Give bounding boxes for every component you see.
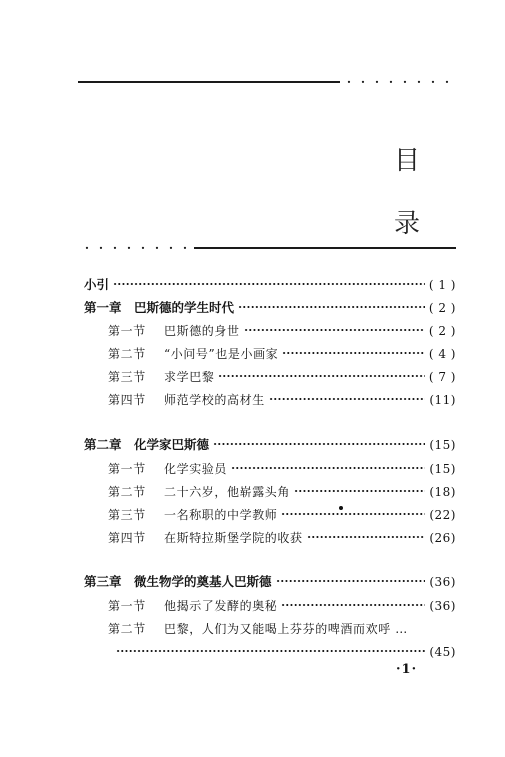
toc-entry-section[interactable] [84, 504, 456, 526]
section-number: 第一节 [108, 599, 146, 613]
toc-entry-title: 一名称职的中学教师 [164, 508, 278, 522]
dot-leader [281, 512, 425, 516]
toc-entry-chapter-3[interactable] [84, 571, 456, 593]
heading-rule-dots: · · · · · · · · [84, 241, 188, 255]
toc-page-number: ( 1 ) [428, 278, 456, 292]
toc-entry-section[interactable] [84, 595, 456, 617]
dot-leader [213, 442, 425, 446]
section-number: 第三节 [108, 508, 146, 522]
toc-page-number: (36) [429, 599, 456, 613]
toc-entry-intro[interactable] [84, 274, 456, 296]
toc-page-number: ( 4 ) [428, 347, 456, 361]
toc-entry-title: 第三章 微生物学的奠基人巴斯德 [84, 574, 272, 589]
section-number: 第四节 [108, 393, 146, 407]
dot-leader [281, 603, 425, 607]
heading-char-1: 目 [394, 146, 421, 176]
toc-entry-title: 第二章 化学家巴斯德 [84, 437, 210, 452]
toc-page-number: (26) [429, 531, 456, 545]
top-rule-dots: · · · · · · · · [346, 75, 450, 89]
toc-entry-title: 小引 [84, 277, 110, 292]
dot-leader [113, 282, 425, 286]
toc-page-number: (36) [429, 575, 456, 589]
toc-entry-title: 他揭示了发酵的奥秘 [164, 599, 278, 613]
dot-leader [244, 328, 425, 332]
toc-entry-title: 二十六岁，他崭露头角 [164, 485, 291, 499]
dot-leader [218, 374, 424, 378]
top-rule-line [78, 81, 340, 82]
toc-entry-title: “小问号”也是小画家 [164, 347, 279, 361]
toc-entry-section[interactable] [84, 320, 456, 342]
toc-page-number: ( 2 ) [428, 301, 456, 315]
heading-char-2: 录 [394, 209, 421, 239]
toc-entry-title: 巴斯德的身世 [164, 324, 240, 338]
section-number: 第二节 [108, 622, 146, 636]
toc-entry-section[interactable] [84, 366, 456, 388]
toc-entry-continuation[interactable] [84, 641, 456, 663]
toc-page-number: (18) [429, 485, 456, 499]
toc-page-number: (45) [429, 645, 456, 659]
dot-leader [231, 466, 425, 470]
dot-leader [116, 649, 425, 653]
section-number: 第一节 [108, 462, 146, 476]
section-number: 第二节 [108, 485, 146, 499]
heading-rule [80, 241, 456, 255]
toc-entry-section[interactable] [84, 618, 456, 640]
toc-page-number: ( 2 ) [428, 324, 456, 338]
toc-page-number: (22) [429, 508, 456, 522]
section-number: 第四节 [108, 531, 146, 545]
toc-page-number: (15) [429, 438, 456, 452]
section-number: 第一节 [108, 324, 146, 338]
heading-rule-line [194, 247, 456, 248]
toc-entry-title: 第一章 巴斯德的学生时代 [84, 300, 235, 315]
print-speck [339, 506, 343, 510]
dot-leader [238, 305, 425, 309]
toc-entry-section[interactable] [84, 527, 456, 549]
dot-leader [276, 579, 426, 583]
toc-entry-section[interactable] [84, 343, 456, 365]
toc-page-number: (11) [429, 393, 456, 407]
toc-entry-section[interactable] [84, 481, 456, 503]
toc-page-number: (15) [429, 462, 456, 476]
toc-entry-title: 巴黎，人们为又能喝上芬芬的啤酒而欢呼 … [164, 622, 408, 636]
toc-entry-section[interactable] [84, 458, 456, 480]
toc-entry-title: 在斯特拉斯堡学院的收获 [164, 531, 303, 545]
toc-entry-section[interactable] [84, 389, 456, 411]
dot-leader [294, 489, 425, 493]
section-number: 第三节 [108, 370, 146, 384]
toc-entry-title: 化学实验员 [164, 462, 228, 476]
section-number: 第二节 [108, 347, 146, 361]
toc-entry-chapter-1[interactable] [84, 297, 456, 319]
dot-leader [307, 535, 426, 539]
dot-leader [282, 351, 425, 355]
page-number: ·1· [396, 662, 418, 677]
toc-entry-title: 师范学校的高材生 [164, 393, 265, 407]
top-rule [78, 75, 454, 89]
dot-leader [269, 397, 426, 401]
toc-page-number: ( 7 ) [428, 370, 456, 384]
toc-entry-chapter-2[interactable] [84, 434, 456, 456]
toc-entry-title: 求学巴黎 [164, 370, 215, 384]
